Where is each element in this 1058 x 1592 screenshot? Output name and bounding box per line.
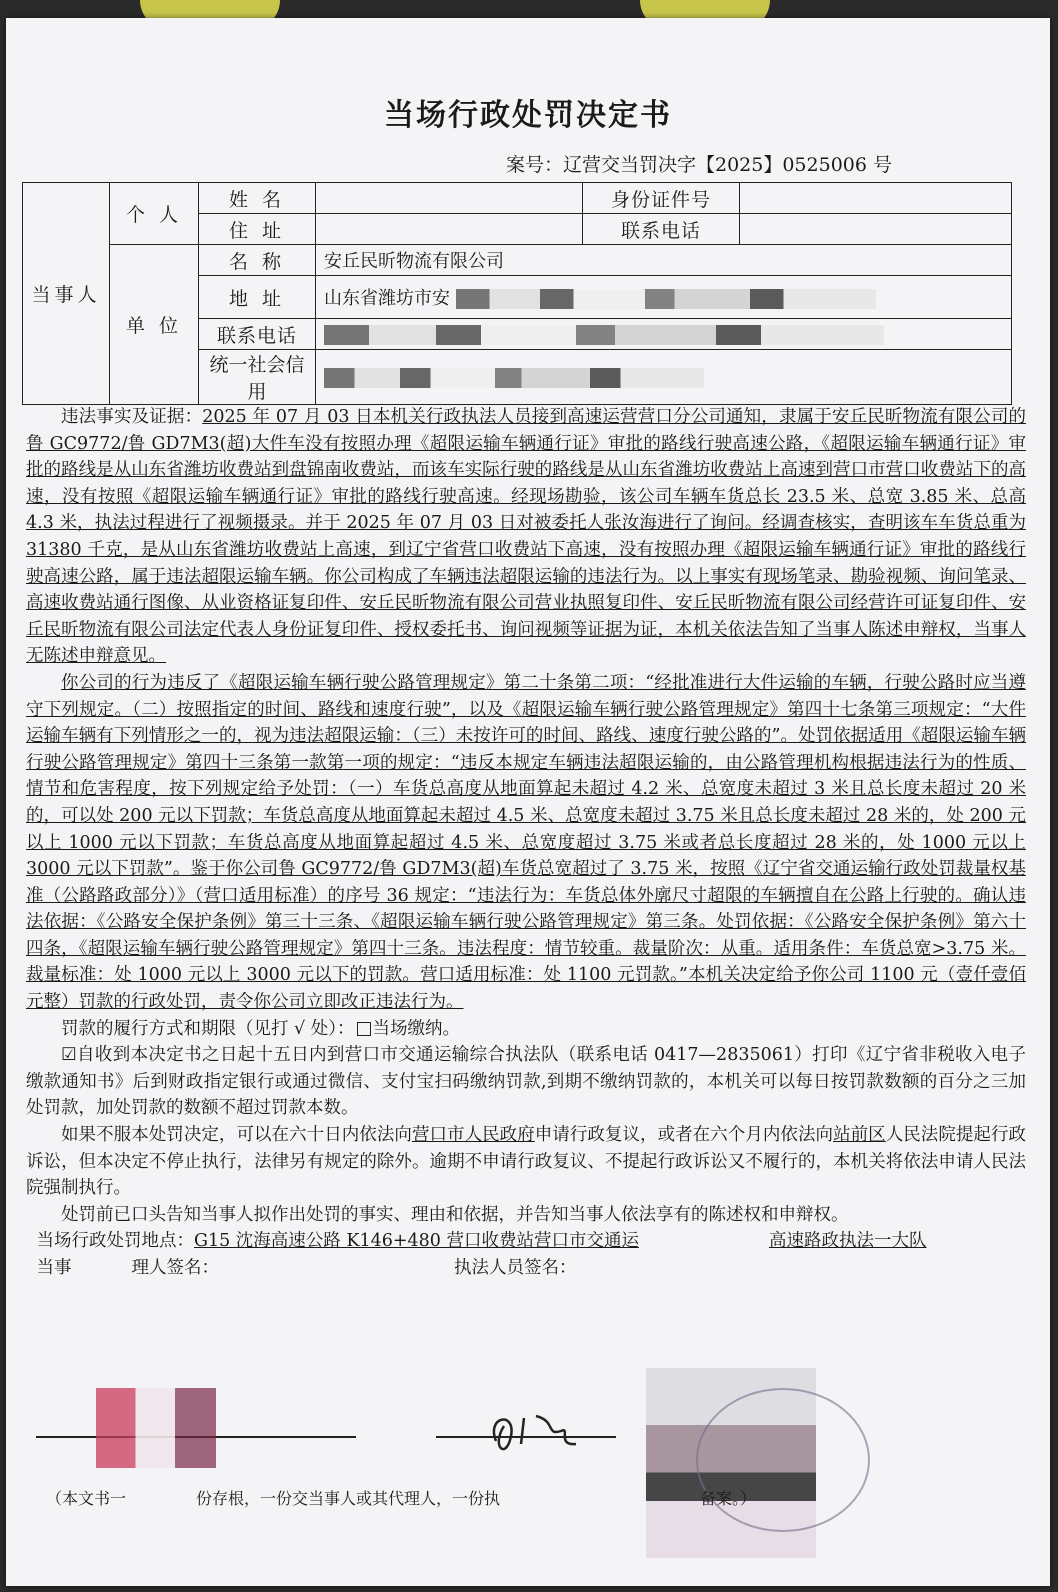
- case-number: 案号：辽营交当罚决字【2025】0525006 号: [505, 154, 892, 176]
- payment-heading-line: [26, 1016, 1026, 1043]
- footer-text: 份存根，一份交当事人或其代理人，一份执: [196, 1489, 501, 1508]
- redaction-mask: [324, 368, 704, 388]
- signature-labels-line: [26, 1255, 1026, 1282]
- redaction-pixelation: [96, 1388, 216, 1468]
- payment-option-deadline: [26, 1042, 1026, 1122]
- unit-label: 单 位: [110, 245, 199, 405]
- unit-credit-cell: [316, 350, 1012, 405]
- review-paragraph: [26, 1122, 1026, 1202]
- facts-heading: 违法事实及证据：: [61, 407, 203, 427]
- payment-option-onsite: 当场缴纳。: [372, 1018, 461, 1039]
- redaction-mask: [324, 325, 884, 345]
- review-government: 营口市人民政府: [411, 1125, 535, 1146]
- address-label: 住 址: [199, 214, 316, 245]
- payment-option-deadline-text: 自收到本决定书之日起十五日内到营口市交通运输综合执法队（联系电话 0417—2835061）打印《辽宁省非税收入电子缴款通知书》后到财政指定银行或通过微信、支付宝扫码缴纳罚款,到期不缴纳罚款的，本机关可以每日按罚款数额的百分之三加处罚款，加处罚款的数额不超过罚款本数。: [26, 1045, 1026, 1119]
- unit-phone-label: 联系电话: [199, 319, 316, 350]
- payment-heading: 罚款的履行方式和期限（见打 √ 处）：: [61, 1018, 355, 1039]
- location-value: G15 沈海高速公路 K146+480 营口收费站营口市交通运: [194, 1231, 639, 1252]
- party-sign-label-tail: 理人签名：: [131, 1258, 219, 1278]
- footer-text: （本文书一: [46, 1489, 127, 1508]
- unit-address-label: 地 址: [199, 276, 316, 319]
- review-text: 如果不服本处罚决定，可以在六十日内依法向: [61, 1125, 412, 1146]
- unit-phone-cell: [316, 319, 1012, 350]
- name-value: [316, 183, 583, 214]
- unit-address-cell: [316, 276, 1012, 319]
- location-line: [26, 1228, 1026, 1255]
- review-text: 申请行政复议，或者在六个月内依法向: [534, 1125, 834, 1146]
- party-table: [22, 182, 1012, 405]
- officer-sign-label: 执法人员签名：: [454, 1258, 577, 1278]
- footer-text: 备案。）: [700, 1489, 757, 1508]
- location-tail: 高速路政执法一大队: [768, 1231, 927, 1252]
- redaction-mask: [456, 289, 876, 309]
- party-sign-label: 当事: [36, 1258, 72, 1278]
- address-value: [316, 214, 583, 245]
- document-body: [26, 404, 1026, 1282]
- party-label: 当事人: [23, 183, 110, 405]
- name-label: 姓 名: [199, 183, 316, 214]
- location-label: 当场行政处罚地点：: [36, 1231, 194, 1252]
- unit-address-value: 山东省潍坊市安: [324, 288, 450, 309]
- review-court: 站前区: [833, 1125, 886, 1146]
- unit-name-value: 安丘民昕物流有限公司: [316, 245, 1012, 276]
- officer-signature-icon: [476, 1406, 616, 1456]
- unit-name-label: 名 称: [199, 245, 316, 276]
- official-seal: [696, 1388, 870, 1532]
- violation-paragraph: 你公司的行为违反了《超限运输车辆行驶公路管理规定》第二十条第二项：“经批准进行大件运输的车辆，行驶公路时应当遵守下列规定。（二）按照指定的时间、路线和速度行驶”，以及《超限运输车辆行驶公路管理规定》第四十七条第三项规定：“大件运输车辆有下列情形之一的，视为违法超限运输：（三）未按许可的时间、路线、速度行驶公路的”。处罚依据适用《超限运输车辆行驶公路管理规定》第四十三条第一款第一项的规定：“违反本规定车辆违法超限运输的，由公路管理机构根据违法行为的性质、情节和危害程度，按下列规定给予处罚：（一）车货总高度从地面算起未超过 4.2 米、总宽度未超过 3 米且总长度未超过 20 米的，可以处 200 元以下罚款；车货总高度从地面算起未超过 4.5 米、总宽度未超过 3.75 米且总长度未超过 28 米的，处 200 元以上 1000 元以下罚款；车货总高度从地面算起超过 4.5 米、总宽度超过 3.75 米或者总长度超过 28 米的，处 1000 元以上 3000 元以下罚款”。鉴于你公司鲁 GC9772/鲁 GD7M3(超)车货总宽超过了 3.75 米，按照《辽宁省交通运输行政处罚裁量权基准（公路路政部分）》（营口适用标准）的序号 36 规定：“违法行为：车货总体外廓尺寸超限的车辆擅自在公路上行驶的。确认违法依据：《公路安全保护条例》第三十三条、《超限运输车辆行驶公路管理规定》第三条。处罚依据：《公路安全保护条例》第六十四条，《超限运输车辆行驶公路管理规定》第四十三条。违法程度：情节较重。裁量阶次：从重。适用条件：车货总宽>3.75 米。裁量标准：处 1000 元以上 3000 元以下的罚款。营口适用标准：处 1100 元罚款。”本机关决定给予你公司 1100 元（壹仟壹佰元整）罚款的行政处罚，责令你公司立即改正违法行为。: [26, 672, 1026, 1013]
- review-text: 人民法院提起行政诉讼，但本决定不停止执行，法律另有规定的除外。逾期不申请行政复议、不提起行政诉讼又不履行的，本机关将依法申请人民法院强制执行。: [26, 1125, 1027, 1199]
- checkbox-unchecked-icon: [357, 1022, 371, 1036]
- document-title: 当场行政处罚决定书: [384, 98, 672, 133]
- id-label: 身份证件号: [583, 183, 740, 214]
- document-page: [6, 18, 1050, 1586]
- facts-paragraph: [26, 404, 1026, 670]
- checkbox-checked-icon: ☑: [61, 1045, 77, 1066]
- unit-credit-label: 统一社会信用: [199, 350, 316, 405]
- footer-note: [46, 1486, 756, 1509]
- facts-text: 2025 年 07 月 03 日本机关行政执法人员接到高速运营营口分公司通知，隶属于安丘民昕物流有限公司的鲁 GC9772/鲁 GD7M3(超)大件车没有按照办理《超限运输车辆通行证》审批的路线行驶高速公路，《超限运输车辆通行证》审批的路线是从山东省潍坊收费站到盘锦南收费站，而该车实际行驶的路线是从山东省潍坊收费站上高速到营口市营口收费站下的高速，没有按照《超限运输车辆通行证》审批的路线行驶高速。经现场勘验，该公司车辆车货总长 23.5 米、总宽 3.85 米、总高 4.3 米，执法过程进行了视频摄录。并于 2025 年 07 月 03 日对被委托人张汝海进行了询问。经调查核实，查明该车车货总重为 31380 千克，是从山东省潍坊收费站上高速，到辽宁省营口收费站下高速，没有按照办理《超限运输车辆通行证》审批的路线行驶高速公路，属于违法超限运输车辆。你公司构成了车辆违法超限运输的违法行为。以上事实有现场笔录、勘验视频、询问笔录、高速收费站通行图像、从业资格证复印件、安丘民昕物流有限公司营业执照复印件、安丘民昕物流有限公司经营许可证复印件、安丘民昕物流有限公司法定代表人身份证复印件、授权委托书、询问视频等证据为证，本机关依法告知了当事人陈述申辩权，当事人无陈述申辩意见。: [26, 407, 1026, 667]
- id-value: [740, 183, 1012, 214]
- phone-label: 联系电话: [583, 214, 740, 245]
- phone-value: [740, 214, 1012, 245]
- notice-paragraph: 处罚前已口头告知当事人拟作出处罚的事实、理由和依据，并告知当事人依法享有的陈述权和申辩权。: [61, 1204, 849, 1225]
- individual-label: 个 人: [110, 183, 199, 245]
